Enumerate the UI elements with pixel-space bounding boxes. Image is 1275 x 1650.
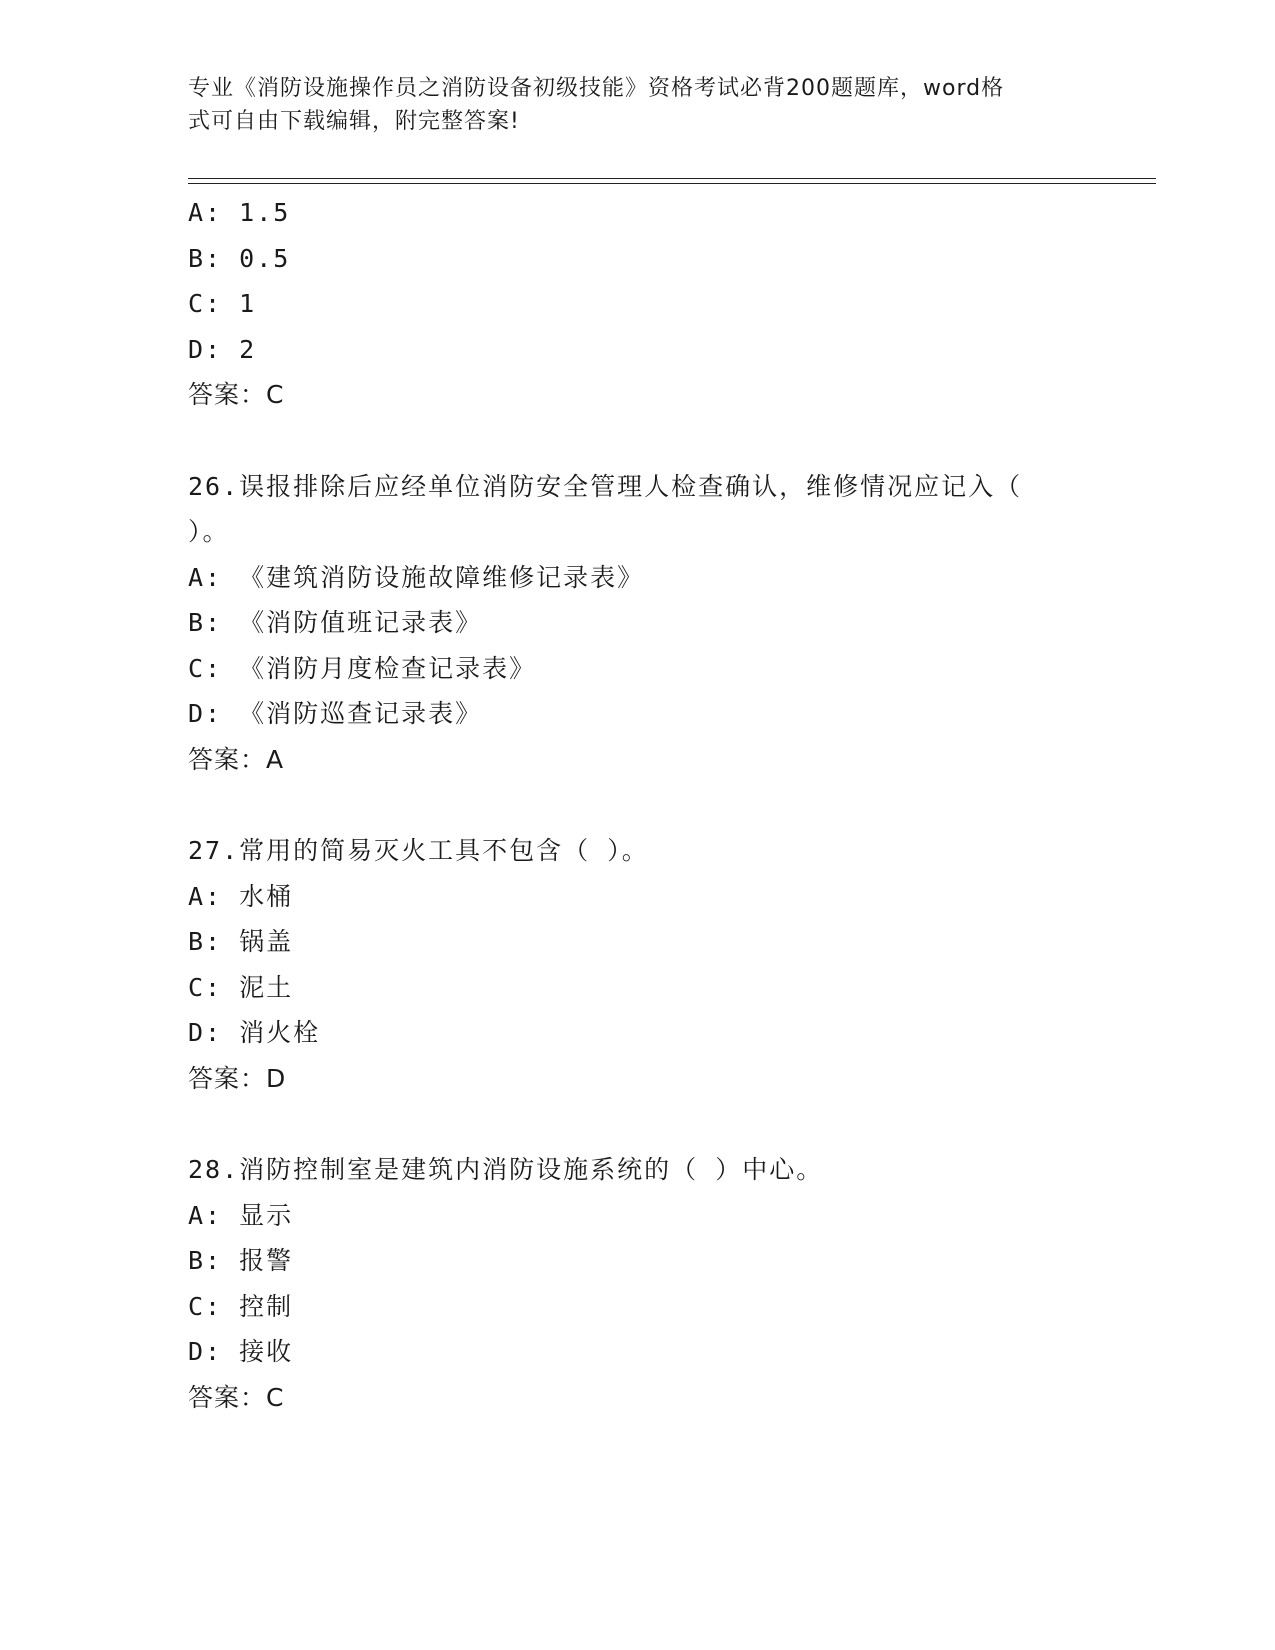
option-d: D: 接收	[188, 1337, 294, 1366]
spacer	[188, 1101, 1088, 1147]
answer-line: 答案：D	[188, 1063, 287, 1093]
option-a: A: 1.5	[188, 198, 291, 227]
header-line-2: 式可自由下载编辑，附完整答案!	[188, 109, 520, 134]
option-a: A: 水桶	[188, 881, 294, 911]
header-divider-bottom	[188, 183, 1156, 184]
question-25-partial	[188, 190, 1088, 418]
option-d: D: 消火栓	[188, 1018, 321, 1047]
question-stem: 28.消防控制室是建筑内消防设施系统的（ ）中心。	[188, 1155, 824, 1184]
option-b: B: 0.5	[188, 243, 291, 273]
option-c: C: 《消防月度检查记录表》	[188, 653, 537, 683]
question-stem: 27.常用的简易灭火工具不包含（ ）。	[188, 836, 649, 865]
question-list	[188, 190, 1088, 1420]
document-header	[188, 72, 1068, 138]
question-28	[188, 1147, 1088, 1420]
answer-line: 答案：A	[188, 744, 285, 774]
header-line-1: 专业《消防设施操作员之消防设备初级技能》资格考试必背200题题库，word格	[188, 76, 1005, 101]
question-stem-continued: ）。	[188, 517, 230, 546]
option-c: C: 泥土	[188, 972, 294, 1002]
option-b: B: 锅盖	[188, 927, 294, 956]
question-27	[188, 828, 1088, 1101]
spacer	[188, 782, 1088, 828]
option-c: C: 1	[188, 289, 257, 318]
option-a: A: 《建筑消防设施故障维修记录表》	[188, 562, 645, 592]
option-d: D: 《消防巡查记录表》	[188, 699, 483, 728]
header-divider-top	[188, 178, 1156, 179]
option-d: D: 2	[188, 334, 257, 364]
spacer	[188, 418, 1088, 464]
answer-line: 答案：C	[188, 1382, 285, 1412]
option-b: B: 《消防值班记录表》	[188, 608, 483, 637]
answer-line: 答案：C	[188, 380, 285, 409]
option-a: A: 显示	[188, 1200, 294, 1230]
option-c: C: 控制	[188, 1291, 294, 1321]
question-26	[188, 464, 1088, 783]
question-stem: 26.误报排除后应经单位消防安全管理人检查确认，维修情况应记入（	[188, 471, 1023, 501]
option-b: B: 报警	[188, 1246, 294, 1275]
